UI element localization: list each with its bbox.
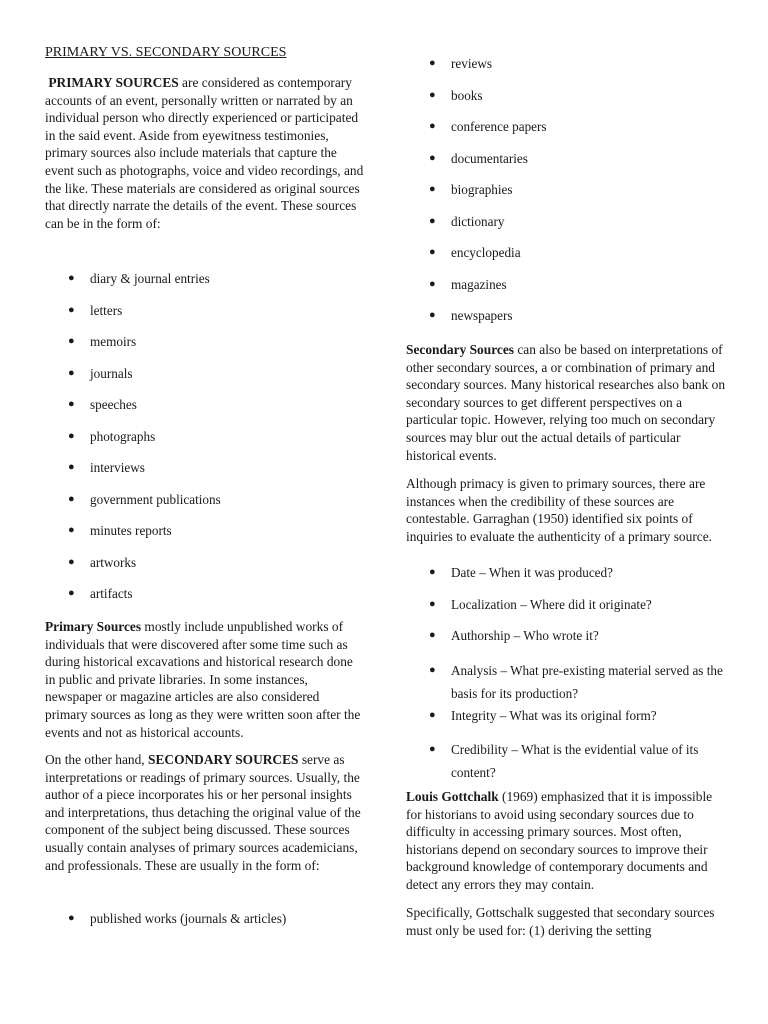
- list-item: ● documentaries: [429, 150, 528, 166]
- primary-sources-term: PRIMARY SOURCES: [48, 75, 179, 90]
- list-item: ● diary & journal entries: [68, 271, 210, 286]
- secondary-sources-term-2: Secondary Sources: [406, 342, 514, 357]
- list-item: ● newspapers: [429, 308, 513, 323]
- bullet-icon: ●: [429, 629, 436, 641]
- list-item: ● conference papers: [429, 119, 547, 134]
- bullet-icon: ●: [429, 57, 436, 69]
- list-item: ● Localization – Where did it originate?: [429, 596, 652, 612]
- list-item: ● magazines: [429, 276, 507, 292]
- list-item: ● Analysis – What pre-existing material served as the basis for its production?: [451, 659, 726, 707]
- bullet-icon: ●: [429, 743, 436, 755]
- bullet-icon: ●: [429, 88, 436, 101]
- list-item: ● artifacts: [68, 586, 133, 601]
- gottschalk-suggestion-paragraph: Specifically, Gottschalk suggested that secondary sources must only be used for: (1) deriving the setting: [406, 905, 715, 938]
- bullet-icon: ●: [68, 492, 75, 505]
- list-item: ● Authorship – Who wrote it?: [429, 628, 599, 643]
- primary-sources-list: [68, 270, 350, 617]
- list-item: ● dictionary: [429, 213, 505, 229]
- list-item: ● government publications: [68, 491, 221, 507]
- list-item: ● published works (journals & articles): [68, 911, 287, 926]
- list-item: ● minutes reports: [68, 523, 172, 538]
- list-item: ● Credibility – What is the evidential value of its content?: [451, 738, 726, 784]
- list-item: ● letters: [68, 302, 123, 318]
- primary-sources-intro: [45, 74, 365, 232]
- list-item: ● encyclopedia: [429, 245, 521, 260]
- list-item: ● Date – When it was produced?: [429, 565, 613, 580]
- primary-sources-paragraph: Primary Sources mostly include unpublished works of individuals that were discovered after some time such as during historical excavations and historical research done in public and private libraries. In some instances, newspaper or magazine articles are also considered primary sources as long as they were written soon after the events and not as historical accounts.: [45, 619, 361, 740]
- bullet-icon: ●: [68, 461, 75, 473]
- bullet-icon: ●: [429, 183, 436, 195]
- secondary-sources-intro: On the other hand, SECONDARY SOURCES serve as interpretations or readings of primary sources. Usually, the author of a piece incorporates his or her personal insights and interpretations, thus detaching the original value of the component of the subject being discussed. These sources usually contain analyses of primary sources academicians, and professionals. These are usually in the form of:: [45, 752, 361, 873]
- bullet-icon: ●: [68, 912, 75, 924]
- bullet-icon: ●: [429, 566, 436, 578]
- authenticity-criteria-list: [429, 564, 726, 784]
- bullet-icon: ●: [429, 277, 436, 290]
- secondary-sources-term: SECONDARY SOURCES: [148, 752, 299, 767]
- bullet-icon: ●: [429, 120, 436, 132]
- list-item: ● books: [429, 87, 483, 103]
- list-item: ● Integrity – What was its original form?: [429, 707, 657, 723]
- bullet-icon: ●: [68, 366, 75, 379]
- list-item: ● photographs: [68, 428, 156, 444]
- primary-sources-term-2: Primary Sources: [45, 619, 142, 634]
- bullet-icon: ●: [429, 663, 436, 676]
- bullet-icon: ●: [68, 272, 75, 284]
- bullet-icon: ●: [429, 246, 436, 258]
- bullet-icon: ●: [68, 398, 75, 410]
- document-title: PRIMARY VS. SECONDARY SOURCES: [45, 45, 287, 60]
- bullet-icon: ●: [68, 429, 75, 442]
- bullet-icon: ●: [68, 335, 75, 347]
- bullet-icon: ●: [429, 214, 436, 227]
- list-item: ● reviews: [429, 56, 493, 71]
- bullet-icon: ●: [68, 524, 75, 536]
- primary-sources-definition: are considered as contemporary accounts of an event, personally written or narrated by an individual person who directly experienced or participated in the said event. Aside from eyewitness testimonies, primary sources also include materials that capture the event such as photographs, voice and video recordings, and the like. These materials are considered as original sources that directly narrate the details of the event. These sources can be in the form of:: [45, 75, 364, 231]
- bullet-icon: ●: [429, 309, 436, 321]
- secondary-sources-list-start: [68, 910, 350, 927]
- bullet-icon: ●: [68, 555, 75, 568]
- garraghan-paragraph: Although primacy is given to primary sources, there are instances when the credibility of these sources are contestable. Garraghan (1950) identified six points of inquiries to evaluate the authenticity of a primary source.: [406, 476, 713, 544]
- list-item: ● interviews: [68, 460, 145, 475]
- list-item: ● biographies: [429, 182, 513, 197]
- bullet-icon: ●: [429, 708, 436, 721]
- list-item: ● artworks: [68, 554, 137, 570]
- secondary-sources-paragraph: Secondary Sources can also be based on interpretations of other secondary sources, a or combination of primary and secondary sources. Many historical researches also bank on secondary sources to get different perspectives on a particular topic. However, relying too much on secondary sources may blur out the actual details of particular historical events.: [406, 342, 726, 463]
- list-item: ● journals: [68, 365, 133, 381]
- list-item: ● speeches: [68, 397, 137, 412]
- bullet-icon: ●: [68, 303, 75, 316]
- gottschalk-name: Louis Gottchalk: [406, 789, 499, 804]
- bullet-icon: ●: [68, 587, 75, 599]
- list-item: ● memoirs: [68, 334, 137, 349]
- bullet-icon: ●: [429, 597, 436, 610]
- secondary-sources-list: [429, 55, 711, 339]
- bullet-icon: ●: [429, 151, 436, 164]
- gottschalk-paragraph: Louis Gottchalk (1969) emphasized that it is impossible for historians to avoid using secondary sources due to difficulty in accessing primary sources. Most often, historians depend on secondary sources to improve their background knowledge of contemporary documents and detect any errors they may contain.: [406, 789, 713, 892]
